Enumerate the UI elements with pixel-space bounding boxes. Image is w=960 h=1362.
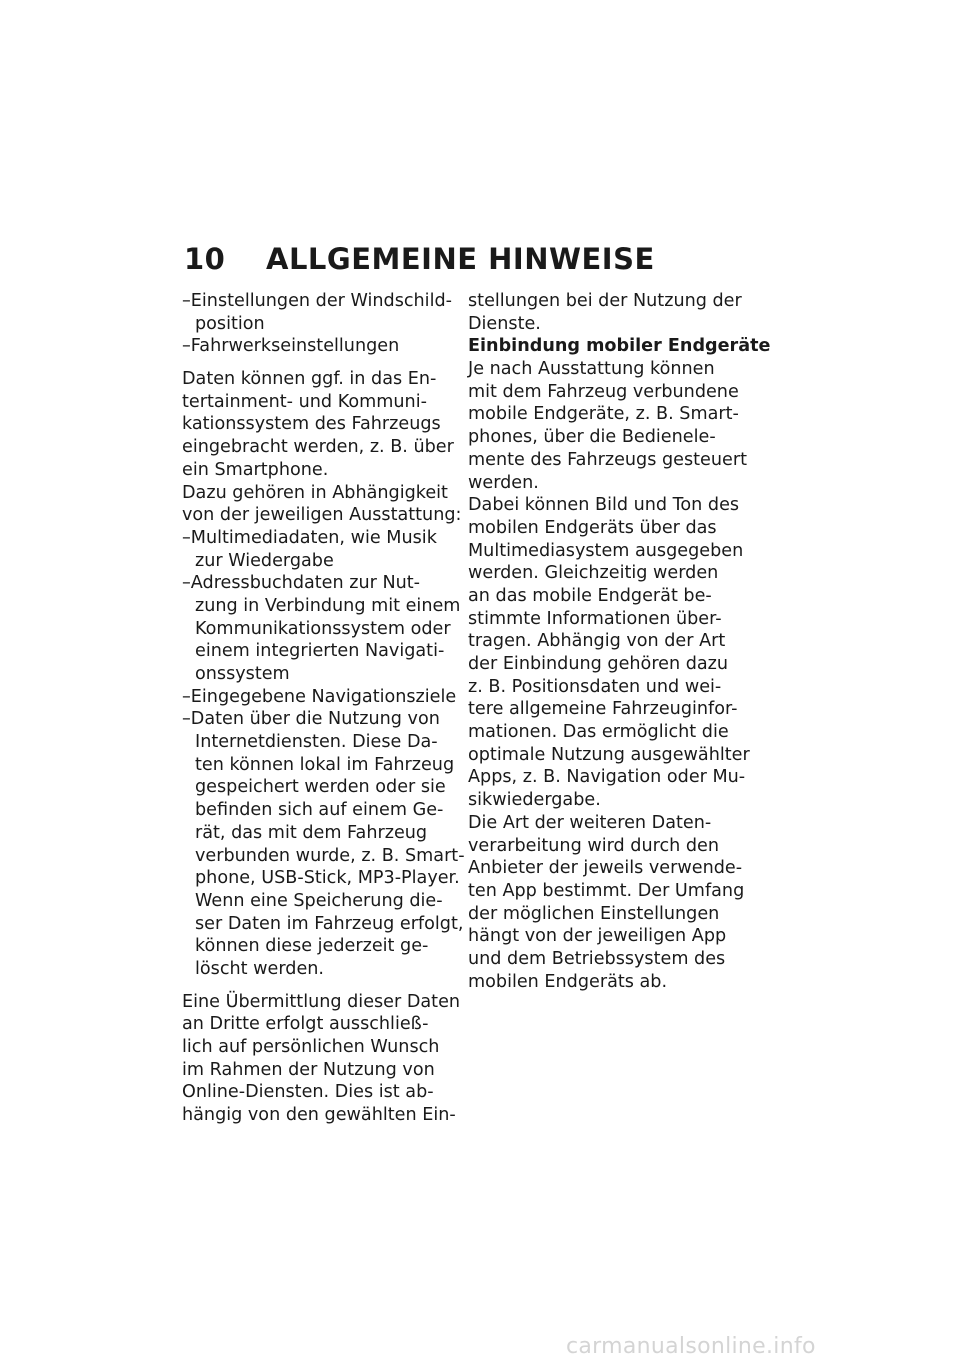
text-line: eingebracht werden, z. B. über: [182, 437, 454, 458]
text-line: und dem Betriebssystem des: [468, 948, 726, 969]
text-line: zur Wiedergabe: [195, 550, 334, 571]
text-line: –Adressbuchdaten zur Nut-: [182, 573, 421, 594]
text-line: werden. Gleichzeitig werden: [468, 563, 719, 584]
text-line: zung in Verbindung mit einem: [195, 595, 461, 616]
text-line: Daten können ggf. in das En-: [182, 369, 437, 390]
text-line: –Einstellungen der Windschild-: [182, 291, 452, 311]
text-line: mobilen Endgeräts ab.: [468, 971, 668, 992]
text-line: Dienste.: [468, 313, 541, 334]
text-line: –Multimediadaten, wie Musik: [182, 527, 437, 548]
text-line: befinden sich auf einem Ge-: [195, 800, 444, 821]
text-line: rät, das mit dem Fahrzeug: [195, 822, 428, 843]
text-line: mente des Fahrzeugs gesteuert: [468, 449, 747, 470]
text-line: Dabei können Bild und Ton des: [468, 495, 740, 516]
text-line: Wenn eine Speicherung die-: [195, 890, 443, 911]
text-line: –Fahrwerkseinstellungen: [182, 336, 400, 357]
text-line: im Rahmen der Nutzung von: [182, 1059, 435, 1080]
text-line: sikwiedergabe.: [468, 790, 601, 811]
text-line: Die Art der weiteren Daten-: [468, 812, 712, 833]
text-line: phone, USB-Stick, MP3-Player.: [195, 868, 460, 889]
text-line: mationen. Das ermöglicht die: [468, 722, 729, 743]
text-line: –Eingegebene Navigationsziele: [182, 686, 457, 707]
text-line: stimmte Informationen über-: [468, 608, 722, 629]
text-line: ein Smartphone.: [182, 459, 329, 480]
text-line: kationssystem des Fahrzeugs: [182, 414, 441, 435]
text-line: mit dem Fahrzeug verbundene: [468, 381, 739, 402]
text-line: –Daten über die Nutzung von: [182, 709, 440, 730]
text-line: position: [195, 313, 265, 334]
text-line: der möglichen Einstellungen: [468, 903, 720, 924]
text-line: optimale Nutzung ausgewählter: [468, 744, 750, 765]
text-line: phones, über die Bedienele-: [468, 427, 716, 448]
text-line: Online-Diensten. Dies ist ab-: [182, 1082, 434, 1103]
text-line: löscht werden.: [195, 958, 325, 979]
text-line: tragen. Abhängig von der Art: [468, 631, 726, 652]
chapter-number: 10: [184, 242, 226, 276]
text-line: hängig von den gewählten Ein-: [182, 1105, 456, 1126]
text-line: verbunden wurde, z. B. Smart-: [195, 845, 465, 866]
text-line: mobile Endgeräte, z. B. Smart-: [468, 404, 739, 425]
text-line: ser Daten im Fahrzeug erfolgt,: [195, 913, 464, 934]
text-line: gespeichert werden oder sie: [195, 777, 446, 798]
text-line: tertainment- und Kommuni-: [182, 391, 427, 412]
chapter-title: ALLGEMEINE HINWEISE: [266, 242, 655, 276]
text-line: der Einbindung gehören dazu: [468, 654, 729, 674]
text-line: verarbeitung wird durch den: [468, 835, 720, 856]
text-line: hängt von der jeweiligen App: [468, 926, 727, 947]
text-line: ten App bestimmt. Der Umfang: [468, 880, 745, 901]
text-line: einem integrierten Navigati-: [195, 641, 445, 662]
text-line: stellungen bei der Nutzung der: [468, 291, 742, 311]
right-text-column: [468, 290, 771, 993]
paragraph-gap: [182, 981, 452, 991]
text-line: Kommunikationssystem oder: [195, 618, 451, 639]
text-line: ten können lokal im Fahrzeug: [195, 754, 455, 775]
text-line: Eine Übermittlung dieser Daten: [182, 991, 461, 1012]
text-line: Je nach Ausstattung können: [468, 359, 715, 380]
paragraph-gap: [182, 358, 452, 368]
left-text-column: [182, 290, 465, 1127]
text-line: Anbieter der jeweils verwende-: [468, 858, 743, 879]
text-line: lich auf persönlichen Wunsch: [182, 1037, 440, 1057]
text-line: mobilen Endgeräts über das: [468, 517, 717, 538]
text-line: von der jeweiligen Ausstattung:: [182, 505, 462, 526]
text-line: können diese jederzeit ge-: [195, 936, 429, 957]
text-line: Multimediasystem ausgegeben: [468, 540, 744, 561]
text-line: Internetdiensten. Diese Da-: [195, 732, 438, 753]
section-heading: [184, 242, 784, 280]
watermark-text: carmanualsonline.info: [566, 1334, 816, 1359]
text-line: Apps, z. B. Navigation oder Mu-: [468, 767, 746, 788]
text-line: werden.: [468, 472, 539, 493]
text-line: an Dritte erfolgt ausschließ-: [182, 1014, 429, 1035]
subheading-line: Einbindung mobiler Endgeräte: [468, 336, 771, 357]
text-line: onssystem: [195, 664, 290, 684]
text-line: Dazu gehören in Abhängigkeit: [182, 482, 448, 503]
text-line: z. B. Positionsdaten und wei-: [468, 676, 722, 697]
text-line: an das mobile Endgerät be-: [468, 585, 712, 606]
text-line: tere allgemeine Fahrzeuginfor-: [468, 699, 738, 720]
